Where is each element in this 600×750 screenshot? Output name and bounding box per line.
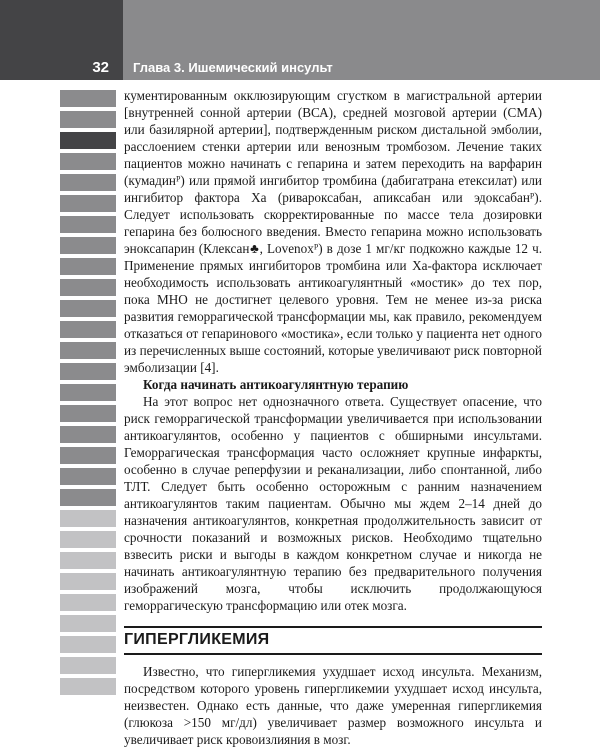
chapter-tab [60,195,116,212]
chapter-tab [60,573,116,590]
chapter-tab [60,636,116,653]
chapter-tab [60,426,116,443]
chapter-tab [60,657,116,674]
chapter-tab [60,489,116,506]
chapter-thumb-tabs [60,90,116,699]
chapter-tab [60,258,116,275]
chapter-tab [60,342,116,359]
chapter-tab [60,468,116,485]
chapter-tab [60,174,116,191]
chapter-tab [60,216,116,233]
chapter-tab-current [60,132,116,149]
chapter-tab [60,552,116,569]
chapter-tab [60,363,116,380]
chapter-title: Глава 3. Ишемический инсульт [133,60,333,75]
chapter-tab [60,384,116,401]
chapter-tab [60,237,116,254]
chapter-tab [60,447,116,464]
chapter-tab [60,594,116,611]
chapter-tab [60,615,116,632]
chapter-tab [60,111,116,128]
chapter-tab [60,90,116,107]
chapter-tab [60,678,116,695]
chapter-tab [60,531,116,548]
chapter-tab [60,321,116,338]
section-heading: ГИПЕРГЛИКЕМИЯ [124,626,542,655]
chapter-tab [60,300,116,317]
chapter-tab [60,279,116,296]
chapter-tab [60,405,116,422]
body-paragraph: На этот вопрос нет однозначного ответа. Существует опасение, что риск геморрагической трансформации увеличивается при использовании антикоагулянтов, особенно у пациентов с обширными инсультами. Геморрагическая трансформация часто осложняет крупные инфаркты, особенно в случае реперфузии и реканализации, либо спонтанной, либо ТЛТ. Следует быть особенно осторожным с ранним назначением антикоагулянтов таким пациентам. Обычно мы ждем 2–14 дней до назначения антикоагулянтов, конкретная продолжительность зависит от срочности показаний и возможных рисков. Необходимо тщательно взвесить риски и выгоды в каждом конкретном случае и никогда не начинать антикоагулянтную терапию без предварительного получения изображений мозга, чтобы исключить продолжающуюся геморрагическую трансформацию или отек мозга. [124,394,542,613]
body-paragraph: Известно, что гипергликемия ухудшает исход инсульта. Механизм, посредством которого уровень гипергликемии ухудшает исход инсульта, неизвестен. Однако есть данные, что даже умеренная гипергликемия (глюкоза >150 мг/дл) увеличивает размер возможного инсульта и увеличивает риск кровоизлияния в мозг. [124,664,542,747]
chapter-tab [60,153,116,170]
page-number: 32 [92,59,109,76]
subheading: Когда начинать антикоагулянтную терапию [143,377,409,392]
page-body [124,87,542,748]
body-paragraph: кументированным окклюзирующим сгустком в магистральной артерии [внутренней сонной артерии (ВСА), средней мозговой артерии (СМА) или базилярной артерии], подтвержденным риском дистальной эмболии, расслоением стенки артерии или венозным тромбозом. Лечение таких пациентов можно начинать с гепарина и затем переходить на варфарин (кумадинᴾ) или прямой ингибитор тромбина (дабигатрана етексилат) или ингибитор фактора Ха (ривароксабан, апиксабан или эдоксабанᴾ). Следует использовать скорректированные по массе тела дозировки гепарина без болюсного введения. Вместо гепарина можно использовать эноксапарин (Клексан♣, Lovenoxᴾ) в дозе 1 мг/кг подкожно каждые 12 ч. Применение прямых ингибиторов тромбина или Ха-фактора исключает необходимость использовать антикоагулянтный «мостик» до тех пор, пока МНО не достигнет целевого уровня. Тем не менее из-за риска развития геморрагической трансформации мы, как правило, рекомендуем отказаться от гепаринового «мостика», если только у пациента нет одного из перечисленных выше состояний, которые увеличивают риск повторной эмболизации [4]. [124,88,542,375]
chapter-tab [60,510,116,527]
